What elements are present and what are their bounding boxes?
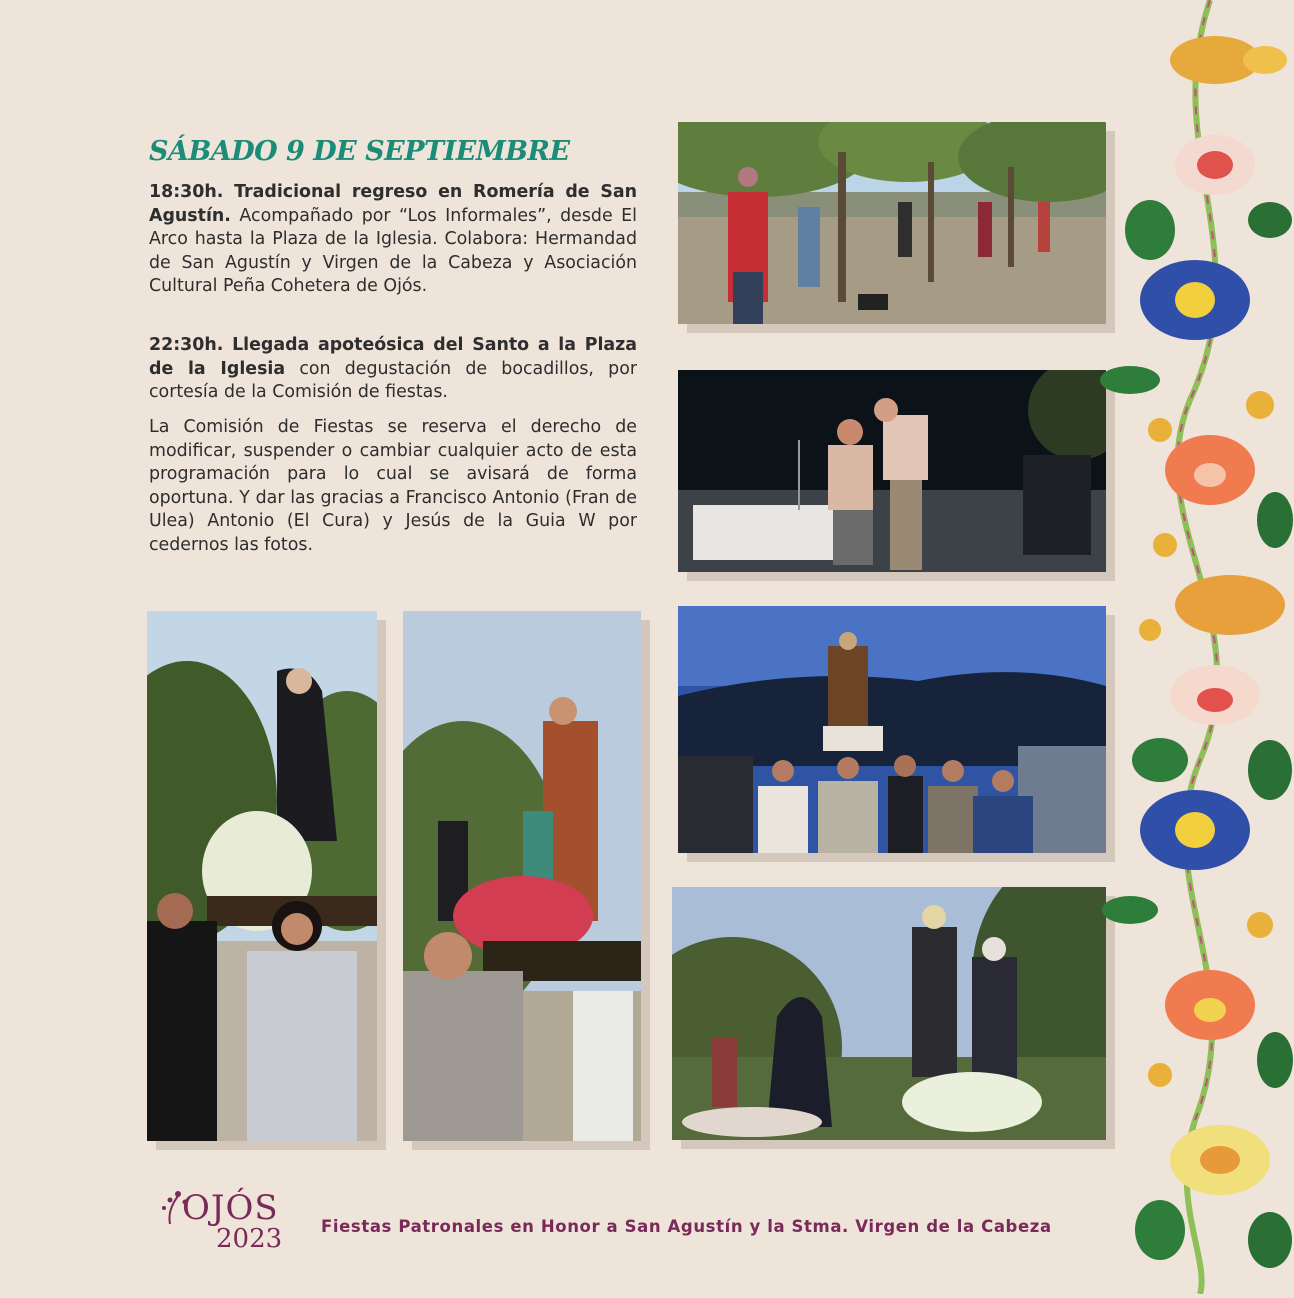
event-llegada-details: con degustación de bocadillos, por cortesía de la Comisión de fiestas.: [149, 358, 637, 403]
footer-caption: Fiestas Patronales en Honor a San Agustín y la Stma. Virgen de la Cabeza: [321, 1217, 1052, 1236]
event-llegada: [149, 334, 637, 405]
event-romeria: [149, 181, 637, 299]
logo-year: 2023: [216, 1224, 283, 1254]
photo-procession-dusk: [678, 606, 1106, 853]
event-romeria-title: 18:30h. Tradicional regreso en Romería de San Agustín.: [149, 182, 637, 226]
photo-romeria-park: [678, 122, 1106, 324]
page-title: SÁBADO 9 DE SEPTIEMBRE: [149, 136, 570, 167]
photo-saints-trees: [672, 887, 1106, 1140]
disclaimer-note: La Comisión de Fiestas se reserva el derecho de modificar, suspender o cambiar cualquier acto de esta programación para lo cual se avisará de forma oportuna. Y dar las gracias a Francisco Antonio (Fran de Ulea) Antonio (El Cura) y Jesús de la Guia W por cedernos las fotos.: [149, 417, 637, 555]
ojos-2023-logo: [158, 1186, 288, 1266]
photo-santa-rita: [147, 611, 377, 1141]
photo-san-agustin: [403, 611, 641, 1141]
floral-border-decoration: [1100, 0, 1294, 1294]
logo-word: OJÓS: [182, 1188, 279, 1228]
event-llegada-title: 22:30h. Llegada apoteósica del Santo a la Plaza de la Iglesia: [149, 335, 637, 379]
flower-yellow-top-icon: [1170, 36, 1287, 84]
event-romeria-details: Acompañado por “Los Informales”, desde El Arco hasta la Plaza de la Iglesia. Colabora: Hermandad de San Agustín y Virgen de la Cabeza y Asociación Cultural Peña Cohetera de Ojós.: [149, 205, 637, 297]
photo-night-stage: [678, 370, 1106, 572]
